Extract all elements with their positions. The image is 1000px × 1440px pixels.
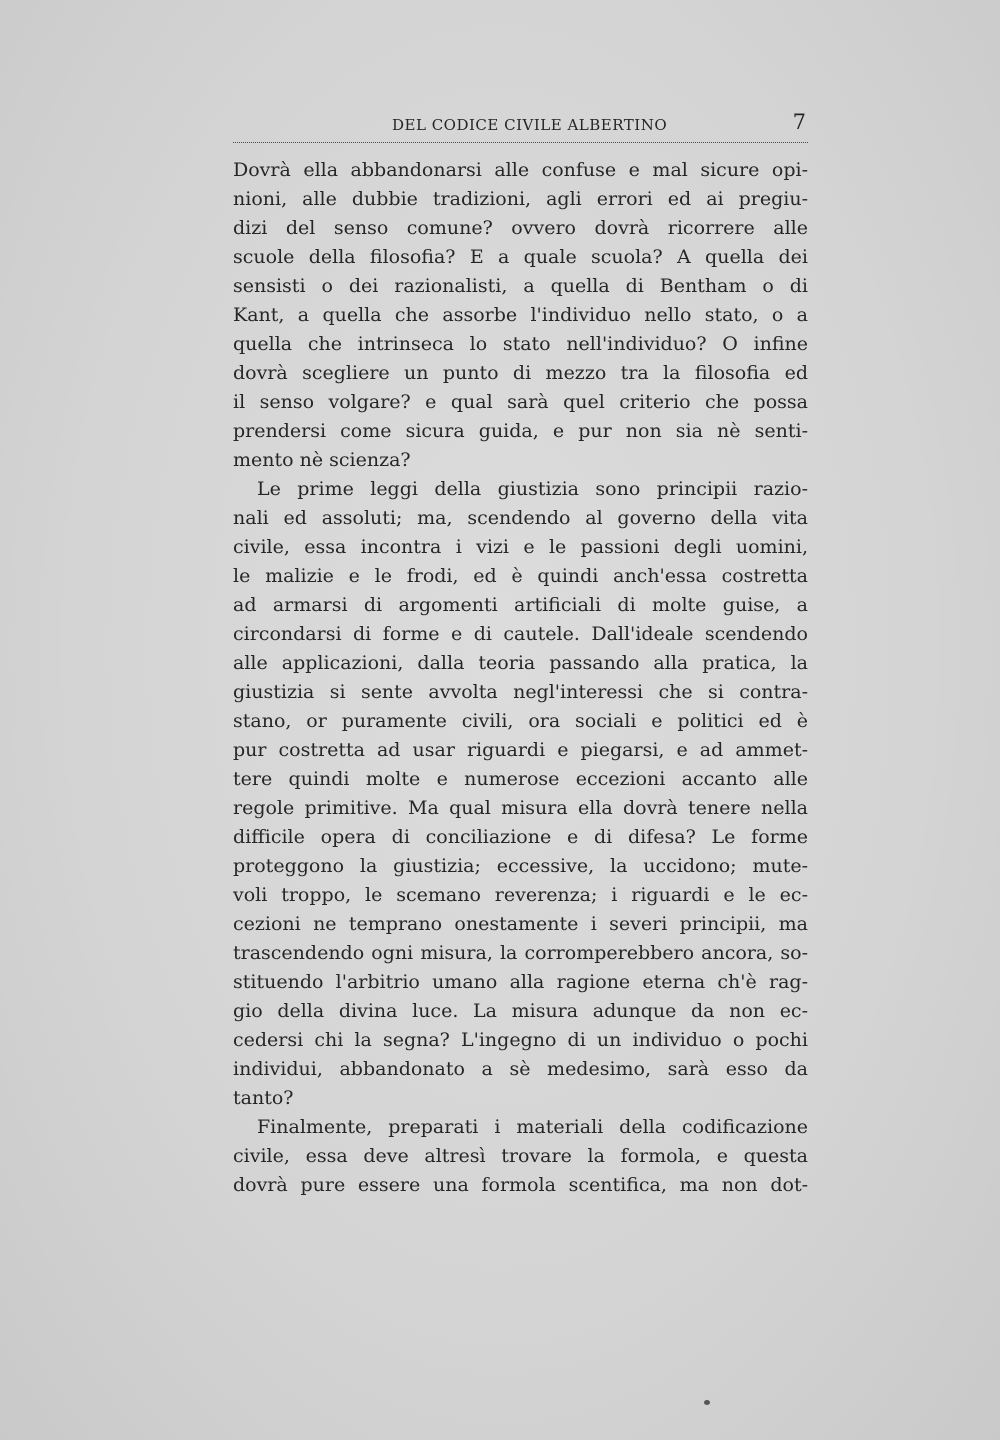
text-line: Le prime leggi della giustizia sono principii razio- (257, 478, 808, 500)
text-line: quella che intrinseca lo stato nell'individuo? O infine (233, 333, 808, 355)
text-line: prendersi come sicura guida, e pur non sia nè senti- (233, 420, 808, 442)
running-title: DEL CODICE CIVILE ALBERTINO (392, 116, 668, 134)
text-line: civile, essa incontra i vizi e le passioni degli uomini, (233, 536, 808, 558)
text-line: individui, abbandonato a sè medesimo, sarà esso da (233, 1058, 808, 1080)
text-line: sensisti o dei razionalisti, a quella di Bentham o di (233, 275, 808, 297)
page-number: 7 (792, 110, 806, 134)
text-line: voli troppo, le scemano reverenza; i riguardi e le ec- (233, 884, 808, 906)
text-line: stituendo l'arbitrio umano alla ragione eterna ch'è rag- (233, 971, 808, 993)
text-line: Dovrà ella abbandonarsi alle confuse e mal sicure opi- (233, 159, 808, 181)
text-line: regole primitive. Ma qual misura ella dovrà tenere nella (233, 797, 808, 819)
text-line: trascendendo ogni misura, la corromperebbero ancora, so- (233, 942, 808, 964)
text-line: Finalmente, preparati i materiali della codificazione (257, 1116, 808, 1138)
text-line: mento nè scienza? (233, 449, 411, 471)
text-line: circondarsi di forme e di cautele. Dall'ideale scendendo (233, 623, 808, 645)
text-line: dizi del senso comune? ovvero dovrà ricorrere alle (233, 217, 808, 239)
text-line: difficile opera di conciliazione e di difesa? Le forme (233, 826, 808, 848)
text-line: alle applicazioni, dalla teoria passando alla pratica, la (233, 652, 808, 674)
text-line: stano, or puramente civili, ora sociali e politici ed è (233, 710, 808, 732)
text-line: tanto? (233, 1087, 294, 1109)
text-line: dovrà scegliere un punto di mezzo tra la filosofia ed (233, 362, 808, 384)
text-line: tere quindi molte e numerose eccezioni accanto alle (233, 768, 808, 790)
body-text (233, 156, 808, 1200)
text-line: giustizia si sente avvolta negl'interessi che si contra- (233, 681, 808, 703)
text-line: il senso volgare? e qual sarà quel criterio che possa (233, 391, 808, 413)
text-line: ad armarsi di argomenti artificiali di molte guise, a (233, 594, 808, 616)
page-header (233, 112, 808, 146)
text-line: proteggono la giustizia; eccessive, la uccidono; mute- (233, 855, 808, 877)
ink-speck (704, 1400, 710, 1405)
text-line: le malizie e le frodi, ed è quindi anch'essa costretta (233, 565, 808, 587)
text-line: nioni, alle dubbie tradizioni, agli errori ed ai pregiu- (233, 188, 808, 210)
text-line: pur costretta ad usar riguardi e piegarsi, e ad ammet- (233, 739, 808, 761)
header-rule (233, 142, 808, 143)
text-line: nali ed assoluti; ma, scendendo al governo della vita (233, 507, 808, 529)
text-line: dovrà pure essere una formola scentifica, ma non dot- (233, 1174, 808, 1196)
text-line: gio della divina luce. La misura adunque da non ec- (233, 1000, 808, 1022)
text-line: cezioni ne temprano onestamente i severi principii, ma (233, 913, 808, 935)
text-line: civile, essa deve altresì trovare la formola, e questa (233, 1145, 808, 1167)
text-line: cedersi chi la segna? L'ingegno di un individuo o pochi (233, 1029, 808, 1051)
text-line: scuole della filosofia? E a quale scuola? A quella dei (233, 246, 808, 268)
text-line: Kant, a quella che assorbe l'individuo nello stato, o a (233, 304, 808, 326)
